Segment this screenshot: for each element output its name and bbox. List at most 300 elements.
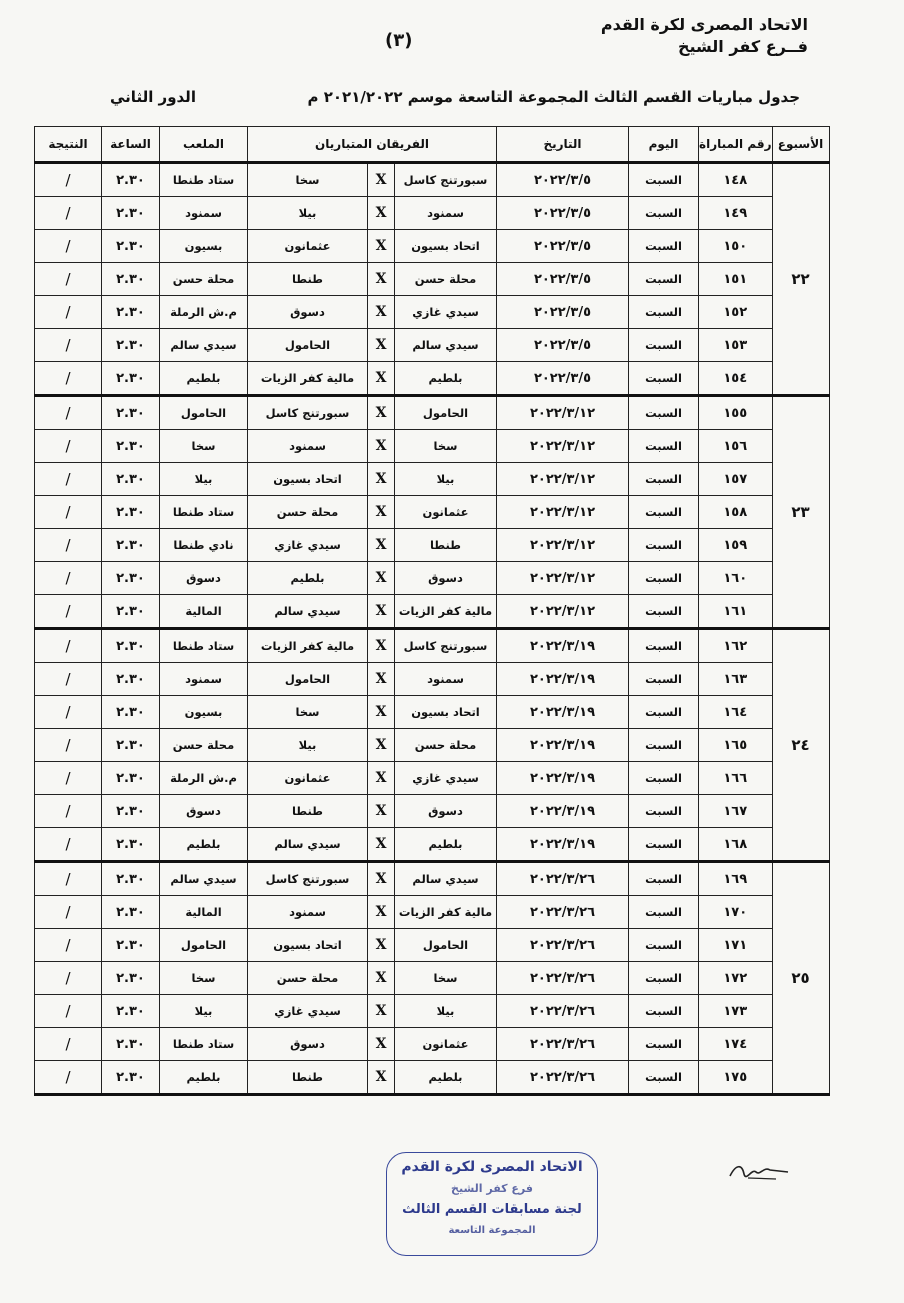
home-team-cell: دسوق	[395, 795, 497, 828]
result-cell: /	[35, 529, 102, 562]
time-cell: ٢.٣٠	[102, 296, 160, 329]
result-cell: /	[35, 995, 102, 1028]
away-team-cell: الحامول	[248, 663, 368, 696]
day-cell: السبت	[629, 529, 699, 562]
time-cell: ٢.٣٠	[102, 329, 160, 362]
date-cell: ٢٠٢٢/٣/١٢	[497, 562, 629, 595]
match-number-cell: ١٥٦	[699, 430, 773, 463]
time-cell: ٢.٣٠	[102, 828, 160, 862]
time-cell: ٢.٣٠	[102, 629, 160, 663]
day-cell: السبت	[629, 995, 699, 1028]
result-cell: /	[35, 396, 102, 430]
day-cell: السبت	[629, 163, 699, 197]
date-cell: ٢٠٢٢/٣/١٩	[497, 696, 629, 729]
stadium-cell: م.ش الرملة	[160, 296, 248, 329]
date-cell: ٢٠٢٢/٣/١٩	[497, 795, 629, 828]
table-row	[35, 263, 830, 296]
match-number-cell: ١٦٦	[699, 762, 773, 795]
week-number-cell: ٢٢	[772, 163, 829, 396]
date-cell: ٢٠٢٢/٣/١٩	[497, 762, 629, 795]
away-team-cell: طنطا	[248, 263, 368, 296]
stamp-line-2: فرع كفر الشيخ	[451, 1182, 533, 1195]
stadium-cell: ستاد طنطا	[160, 1028, 248, 1061]
day-cell: السبت	[629, 962, 699, 995]
away-team-cell: سمنود	[248, 430, 368, 463]
time-cell: ٢.٣٠	[102, 696, 160, 729]
result-cell: /	[35, 896, 102, 929]
away-team-cell: دسوق	[248, 296, 368, 329]
day-cell: السبت	[629, 296, 699, 329]
match-number-cell: ١٤٩	[699, 197, 773, 230]
versus-cell: X	[368, 828, 395, 862]
home-team-cell: محلة حسن	[395, 263, 497, 296]
day-cell: السبت	[629, 595, 699, 629]
time-cell: ٢.٣٠	[102, 862, 160, 896]
home-team-cell: بلطيم	[395, 1061, 497, 1095]
date-cell: ٢٠٢٢/٣/١٢	[497, 496, 629, 529]
table-row	[35, 197, 830, 230]
away-team-cell: بيلا	[248, 197, 368, 230]
table-row	[35, 729, 830, 762]
home-team-cell: سمنود	[395, 197, 497, 230]
stadium-cell: نادي طنطا	[160, 529, 248, 562]
home-team-cell: سيدي غازي	[395, 762, 497, 795]
match-number-cell: ١٦١	[699, 595, 773, 629]
date-cell: ٢٠٢٢/٣/٥	[497, 230, 629, 263]
table-row	[35, 496, 830, 529]
home-team-cell: مالية كفر الزيات	[395, 896, 497, 929]
result-cell: /	[35, 595, 102, 629]
time-cell: ٢.٣٠	[102, 795, 160, 828]
stadium-cell: الحامول	[160, 396, 248, 430]
stamp-line-1: الاتحاد المصرى لكرة القدم	[401, 1159, 583, 1175]
stadium-cell: سخا	[160, 962, 248, 995]
versus-cell: X	[368, 496, 395, 529]
week-number-cell: ٢٥	[772, 862, 829, 1095]
home-team-cell: عثمانون	[395, 1028, 497, 1061]
stadium-cell: سمنود	[160, 197, 248, 230]
versus-cell: X	[368, 663, 395, 696]
match-number-cell: ١٥٧	[699, 463, 773, 496]
match-number-cell: ١٧٣	[699, 995, 773, 1028]
day-cell: السبت	[629, 896, 699, 929]
away-team-cell: سخا	[248, 163, 368, 197]
time-cell: ٢.٣٠	[102, 396, 160, 430]
time-cell: ٢.٣٠	[102, 163, 160, 197]
stadium-cell: محلة حسن	[160, 263, 248, 296]
away-team-cell: مالية كفر الزيات	[248, 629, 368, 663]
match-number-cell: ١٥٩	[699, 529, 773, 562]
day-cell: السبت	[629, 1061, 699, 1095]
table-row	[35, 629, 830, 663]
date-cell: ٢٠٢٢/٣/١٢	[497, 430, 629, 463]
match-number-cell: ١٦٣	[699, 663, 773, 696]
away-team-cell: طنطا	[248, 1061, 368, 1095]
time-cell: ٢.٣٠	[102, 362, 160, 396]
organization-header	[601, 14, 808, 58]
result-cell: /	[35, 862, 102, 896]
week-number-cell: ٢٤	[772, 629, 829, 862]
match-number-cell: ١٦٤	[699, 696, 773, 729]
away-team-cell: اتحاد بسيون	[248, 929, 368, 962]
versus-cell: X	[368, 995, 395, 1028]
stadium-cell: محلة حسن	[160, 729, 248, 762]
date-cell: ٢٠٢٢/٣/٥	[497, 329, 629, 362]
day-cell: السبت	[629, 828, 699, 862]
match-number-cell: ١٥١	[699, 263, 773, 296]
away-team-cell: محلة حسن	[248, 962, 368, 995]
away-team-cell: سيدي غازي	[248, 529, 368, 562]
date-cell: ٢٠٢٢/٣/٥	[497, 197, 629, 230]
versus-cell: X	[368, 263, 395, 296]
table-row	[35, 329, 830, 362]
day-cell: السبت	[629, 696, 699, 729]
day-cell: السبت	[629, 263, 699, 296]
table-row	[35, 962, 830, 995]
time-cell: ٢.٣٠	[102, 529, 160, 562]
day-cell: السبت	[629, 430, 699, 463]
result-cell: /	[35, 362, 102, 396]
stadium-cell: دسوق	[160, 795, 248, 828]
away-team-cell: سيدي غازي	[248, 995, 368, 1028]
header-week: الأسبوع	[772, 127, 829, 163]
result-cell: /	[35, 962, 102, 995]
date-cell: ٢٠٢٢/٣/١٢	[497, 396, 629, 430]
table-row	[35, 595, 830, 629]
match-number-cell: ١٦٥	[699, 729, 773, 762]
table-row	[35, 230, 830, 263]
page-number: (٣)	[385, 30, 413, 51]
date-cell: ٢٠٢٢/٣/٢٦	[497, 896, 629, 929]
schedule-table	[34, 126, 830, 1096]
match-number-cell: ١٥٠	[699, 230, 773, 263]
header-match-no: رقم المباراة	[699, 127, 773, 163]
day-cell: السبت	[629, 396, 699, 430]
time-cell: ٢.٣٠	[102, 562, 160, 595]
date-cell: ٢٠٢٢/٣/٢٦	[497, 995, 629, 1028]
stadium-cell: بيلا	[160, 463, 248, 496]
versus-cell: X	[368, 463, 395, 496]
result-cell: /	[35, 629, 102, 663]
stadium-cell: ستاد طنطا	[160, 496, 248, 529]
home-team-cell: محلة حسن	[395, 729, 497, 762]
table-row	[35, 296, 830, 329]
table-row	[35, 562, 830, 595]
table-row	[35, 163, 830, 197]
date-cell: ٢٠٢٢/٣/١٩	[497, 729, 629, 762]
match-number-cell: ١٤٨	[699, 163, 773, 197]
table-row	[35, 362, 830, 396]
stadium-cell: ستاد طنطا	[160, 163, 248, 197]
match-number-cell: ١٦٧	[699, 795, 773, 828]
home-team-cell: بلطيم	[395, 828, 497, 862]
versus-cell: X	[368, 1061, 395, 1095]
time-cell: ٢.٣٠	[102, 896, 160, 929]
header-date: التاريخ	[497, 127, 629, 163]
time-cell: ٢.٣٠	[102, 263, 160, 296]
official-stamp	[386, 1152, 598, 1256]
versus-cell: X	[368, 296, 395, 329]
table-row	[35, 430, 830, 463]
table-row	[35, 1061, 830, 1095]
time-cell: ٢.٣٠	[102, 230, 160, 263]
schedule-body	[35, 163, 830, 1095]
table-row	[35, 795, 830, 828]
week-number-cell: ٢٣	[772, 396, 829, 629]
match-number-cell: ١٦٩	[699, 862, 773, 896]
result-cell: /	[35, 729, 102, 762]
home-team-cell: سمنود	[395, 663, 497, 696]
date-cell: ٢٠٢٢/٣/٥	[497, 296, 629, 329]
result-cell: /	[35, 828, 102, 862]
versus-cell: X	[368, 430, 395, 463]
versus-cell: X	[368, 962, 395, 995]
result-cell: /	[35, 263, 102, 296]
home-team-cell: سخا	[395, 962, 497, 995]
stadium-cell: بيلا	[160, 995, 248, 1028]
stadium-cell: سمنود	[160, 663, 248, 696]
versus-cell: X	[368, 795, 395, 828]
away-team-cell: سبورتنج كاسل	[248, 396, 368, 430]
home-team-cell: الحامول	[395, 396, 497, 430]
stadium-cell: بسيون	[160, 230, 248, 263]
day-cell: السبت	[629, 1028, 699, 1061]
time-cell: ٢.٣٠	[102, 962, 160, 995]
result-cell: /	[35, 163, 102, 197]
match-number-cell: ١٦٢	[699, 629, 773, 663]
result-cell: /	[35, 762, 102, 795]
day-cell: السبت	[629, 230, 699, 263]
federation-name: الاتحاد المصرى لكرة القدم	[600, 15, 808, 34]
versus-cell: X	[368, 762, 395, 795]
versus-cell: X	[368, 929, 395, 962]
result-cell: /	[35, 1061, 102, 1095]
table-row	[35, 696, 830, 729]
versus-cell: X	[368, 329, 395, 362]
time-cell: ٢.٣٠	[102, 496, 160, 529]
away-team-cell: طنطا	[248, 795, 368, 828]
table-row	[35, 896, 830, 929]
match-number-cell: ١٥٣	[699, 329, 773, 362]
result-cell: /	[35, 329, 102, 362]
stadium-cell: دسوق	[160, 562, 248, 595]
time-cell: ٢.٣٠	[102, 463, 160, 496]
date-cell: ٢٠٢٢/٣/١٩	[497, 629, 629, 663]
versus-cell: X	[368, 197, 395, 230]
date-cell: ٢٠٢٢/٣/٥	[497, 263, 629, 296]
date-cell: ٢٠٢٢/٣/٥	[497, 163, 629, 197]
stadium-cell: الحامول	[160, 929, 248, 962]
time-cell: ٢.٣٠	[102, 663, 160, 696]
result-cell: /	[35, 562, 102, 595]
time-cell: ٢.٣٠	[102, 995, 160, 1028]
day-cell: السبت	[629, 795, 699, 828]
table-row	[35, 396, 830, 430]
match-number-cell: ١٧٤	[699, 1028, 773, 1061]
header-teams: الفريقان المتباريان	[248, 127, 497, 163]
home-team-cell: بيلا	[395, 463, 497, 496]
day-cell: السبت	[629, 463, 699, 496]
stadium-cell: بلطيم	[160, 362, 248, 396]
stadium-cell: ستاد طنطا	[160, 629, 248, 663]
away-team-cell: دسوق	[248, 1028, 368, 1061]
away-team-cell: الحامول	[248, 329, 368, 362]
table-row	[35, 1028, 830, 1061]
stadium-cell: سيدي سالم	[160, 329, 248, 362]
versus-cell: X	[368, 163, 395, 197]
table-row	[35, 828, 830, 862]
home-team-cell: عثمانون	[395, 496, 497, 529]
date-cell: ٢٠٢٢/٣/٢٦	[497, 962, 629, 995]
stadium-cell: م.ش الرملة	[160, 762, 248, 795]
match-number-cell: ١٥٥	[699, 396, 773, 430]
home-team-cell: بلطيم	[395, 362, 497, 396]
result-cell: /	[35, 696, 102, 729]
home-team-cell: طنطا	[395, 529, 497, 562]
table-row	[35, 929, 830, 962]
stamp-line-3: لجنة مسابقات القسم الثالث	[402, 1202, 582, 1217]
round-label: الدور الثاني	[110, 88, 196, 106]
time-cell: ٢.٣٠	[102, 595, 160, 629]
match-number-cell: ١٧٠	[699, 896, 773, 929]
table-row	[35, 862, 830, 896]
table-row	[35, 529, 830, 562]
time-cell: ٢.٣٠	[102, 1028, 160, 1061]
stadium-cell: بلطيم	[160, 828, 248, 862]
time-cell: ٢.٣٠	[102, 197, 160, 230]
away-team-cell: سيدي سالم	[248, 828, 368, 862]
versus-cell: X	[368, 529, 395, 562]
date-cell: ٢٠٢٢/٣/٥	[497, 362, 629, 396]
result-cell: /	[35, 296, 102, 329]
home-team-cell: مالية كفر الزيات	[395, 595, 497, 629]
day-cell: السبت	[629, 496, 699, 529]
header-time: الساعة	[102, 127, 160, 163]
away-team-cell: بلطيم	[248, 562, 368, 595]
match-number-cell: ١٧٥	[699, 1061, 773, 1095]
stamp-line-4: المجموعة التاسعة	[448, 1225, 536, 1236]
day-cell: السبت	[629, 862, 699, 896]
versus-cell: X	[368, 396, 395, 430]
day-cell: السبت	[629, 929, 699, 962]
date-cell: ٢٠٢٢/٣/١٢	[497, 529, 629, 562]
home-team-cell: سبورتنج كاسل	[395, 629, 497, 663]
stadium-cell: بسيون	[160, 696, 248, 729]
home-team-cell: سخا	[395, 430, 497, 463]
versus-cell: X	[368, 629, 395, 663]
day-cell: السبت	[629, 729, 699, 762]
day-cell: السبت	[629, 197, 699, 230]
day-cell: السبت	[629, 562, 699, 595]
home-team-cell: بيلا	[395, 995, 497, 1028]
stadium-cell: المالية	[160, 896, 248, 929]
header-result: النتيجة	[35, 127, 102, 163]
stadium-cell: بلطيم	[160, 1061, 248, 1095]
stadium-cell: المالية	[160, 595, 248, 629]
match-number-cell: ١٥٢	[699, 296, 773, 329]
match-number-cell: ١٥٨	[699, 496, 773, 529]
table-row	[35, 762, 830, 795]
home-team-cell: سيدي سالم	[395, 862, 497, 896]
versus-cell: X	[368, 230, 395, 263]
signature	[726, 1158, 792, 1184]
date-cell: ٢٠٢٢/٣/١٩	[497, 663, 629, 696]
result-cell: /	[35, 463, 102, 496]
date-cell: ٢٠٢٢/٣/١٩	[497, 828, 629, 862]
result-cell: /	[35, 230, 102, 263]
result-cell: /	[35, 929, 102, 962]
date-cell: ٢٠٢٢/٣/٢٦	[497, 862, 629, 896]
match-number-cell: ١٧١	[699, 929, 773, 962]
away-team-cell: سبورتنج كاسل	[248, 862, 368, 896]
date-cell: ٢٠٢٢/٣/١٢	[497, 595, 629, 629]
day-cell: السبت	[629, 362, 699, 396]
time-cell: ٢.٣٠	[102, 729, 160, 762]
away-team-cell: سخا	[248, 696, 368, 729]
branch-name: فــرع كفر الشيخ	[677, 37, 808, 56]
day-cell: السبت	[629, 762, 699, 795]
time-cell: ٢.٣٠	[102, 1061, 160, 1095]
header-day: اليوم	[629, 127, 699, 163]
result-cell: /	[35, 197, 102, 230]
date-cell: ٢٠٢٢/٣/٢٦	[497, 1061, 629, 1095]
match-number-cell: ١٦٠	[699, 562, 773, 595]
header-stadium: الملعب	[160, 127, 248, 163]
away-team-cell: عثمانون	[248, 230, 368, 263]
away-team-cell: سمنود	[248, 896, 368, 929]
versus-cell: X	[368, 896, 395, 929]
versus-cell: X	[368, 362, 395, 396]
table-header-row	[35, 127, 830, 163]
away-team-cell: اتحاد بسيون	[248, 463, 368, 496]
home-team-cell: الحامول	[395, 929, 497, 962]
away-team-cell: عثمانون	[248, 762, 368, 795]
versus-cell: X	[368, 729, 395, 762]
table-row	[35, 663, 830, 696]
page-title: جدول مباريات القسم الثالث المجموعة التاسعة موسم ٢٠٢١/٢٠٢٢ م	[307, 88, 800, 106]
match-number-cell: ١٧٢	[699, 962, 773, 995]
match-number-cell: ١٦٨	[699, 828, 773, 862]
result-cell: /	[35, 663, 102, 696]
time-cell: ٢.٣٠	[102, 430, 160, 463]
versus-cell: X	[368, 562, 395, 595]
versus-cell: X	[368, 1028, 395, 1061]
away-team-cell: مالية كفر الزيات	[248, 362, 368, 396]
stadium-cell: سخا	[160, 430, 248, 463]
result-cell: /	[35, 496, 102, 529]
home-team-cell: دسوق	[395, 562, 497, 595]
home-team-cell: اتحاد بسيون	[395, 696, 497, 729]
day-cell: السبت	[629, 663, 699, 696]
day-cell: السبت	[629, 329, 699, 362]
away-team-cell: محلة حسن	[248, 496, 368, 529]
away-team-cell: سيدي سالم	[248, 595, 368, 629]
table-row	[35, 463, 830, 496]
versus-cell: X	[368, 595, 395, 629]
home-team-cell: سيدي غازي	[395, 296, 497, 329]
result-cell: /	[35, 430, 102, 463]
time-cell: ٢.٣٠	[102, 762, 160, 795]
home-team-cell: سيدي سالم	[395, 329, 497, 362]
time-cell: ٢.٣٠	[102, 929, 160, 962]
home-team-cell: سبورتنج كاسل	[395, 163, 497, 197]
versus-cell: X	[368, 862, 395, 896]
table-row	[35, 995, 830, 1028]
result-cell: /	[35, 1028, 102, 1061]
home-team-cell: اتحاد بسيون	[395, 230, 497, 263]
date-cell: ٢٠٢٢/٣/٢٦	[497, 929, 629, 962]
versus-cell: X	[368, 696, 395, 729]
